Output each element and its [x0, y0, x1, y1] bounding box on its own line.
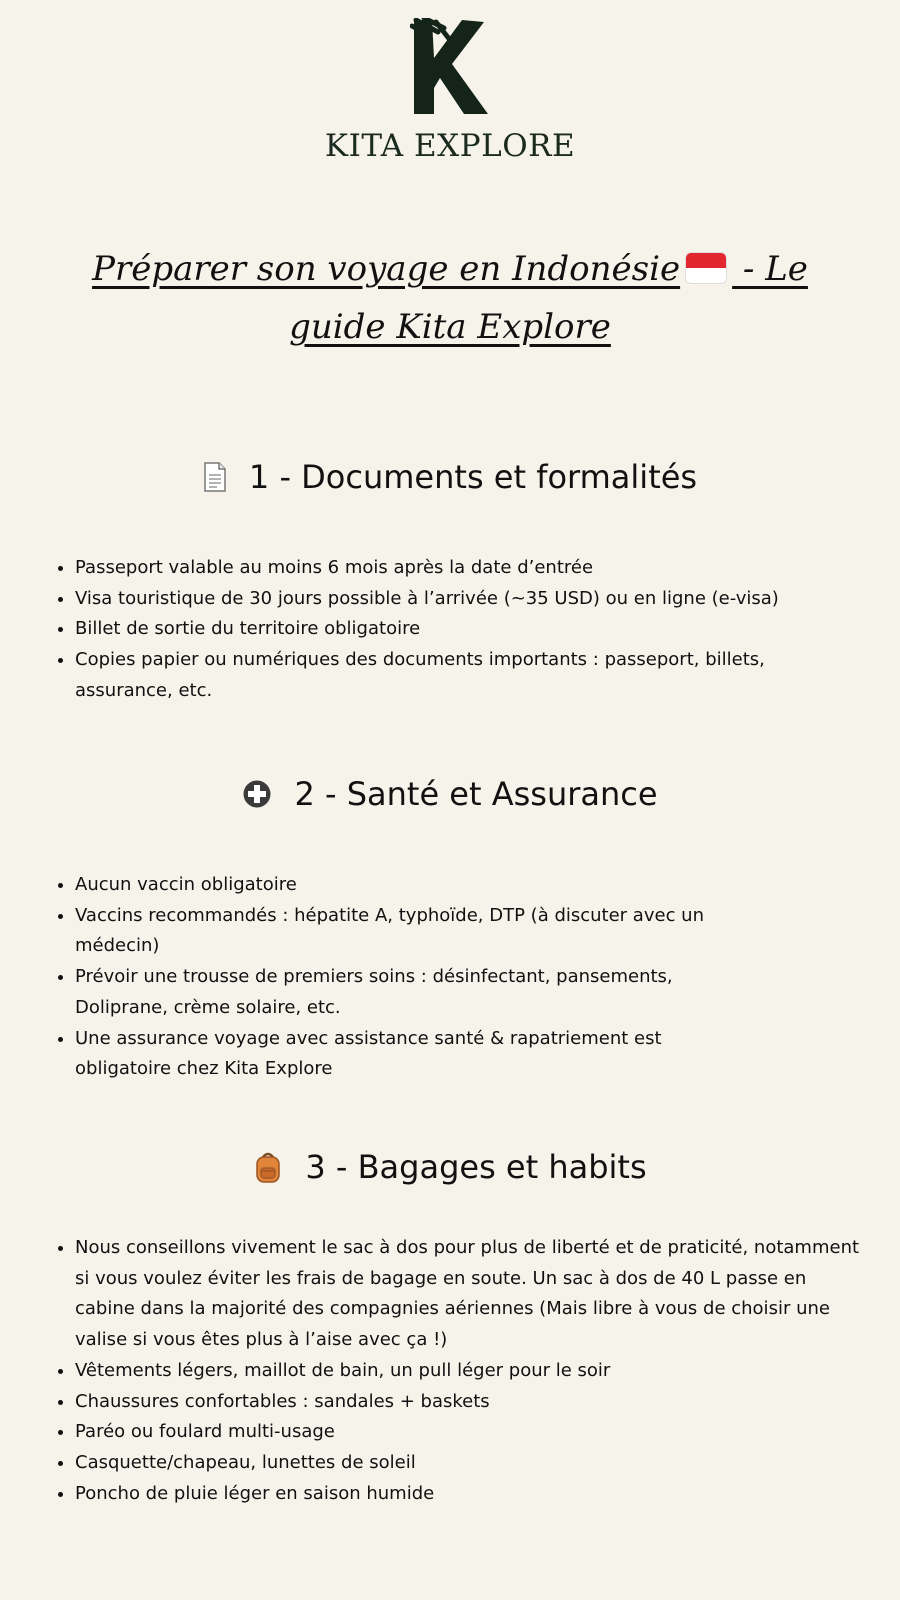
list-item: • Copies papier ou numériques des documents importants : passeport, billets, assurance, etc.: [75, 645, 835, 706]
document-icon: [203, 462, 227, 492]
section-title: 1 - Documents et formalités: [248, 458, 698, 496]
brand-logo: [0, 18, 900, 164]
backpack-icon: [253, 1151, 283, 1183]
luggage-list: [52, 1233, 865, 1509]
section-heading-health: [0, 775, 900, 813]
list-item: • Aucun vaccin obligatoire: [75, 870, 715, 901]
documents-list: [52, 553, 835, 707]
medical-cross-icon: [242, 779, 272, 809]
health-list: [52, 870, 715, 1085]
list-item: • Casquette/chapeau, lunettes de soleil: [75, 1448, 865, 1479]
list-item: • Paréo ou foulard multi-usage: [75, 1417, 865, 1448]
section-title: 3 - Bagages et habits: [305, 1148, 647, 1186]
kita-k-logo-icon: [410, 18, 490, 116]
list-item: • Passeport valable au moins 6 mois après la date d’entrée: [75, 553, 835, 584]
list-item: • Une assurance voyage avec assistance santé & rapatriement est obligatoire chez Kita Explore: [75, 1024, 715, 1085]
list-item: • Poncho de pluie léger en saison humide: [75, 1479, 865, 1510]
list-item: • Vêtements légers, maillot de bain, un pull léger pour le soir: [75, 1356, 865, 1387]
section-heading-documents: [0, 458, 900, 496]
list-item: • Visa touristique de 30 jours possible à l’arrivée (~35 USD) ou en ligne (e-visa): [75, 584, 835, 615]
list-item: • Billet de sortie du territoire obligatoire: [75, 614, 835, 645]
section-heading-luggage: [0, 1148, 900, 1186]
title-text: Préparer son voyage en Indonésie: [92, 249, 681, 289]
list-item: • Nous conseillons vivement le sac à dos pour plus de liberté et de praticité, notamment si vous voulez éviter les frais de bagage en soute. Un sac à dos de 40 L passe en cabine dans la majorité des compagnies aériennes (Mais libre à vous de choisir une valise si vous êtes plus à l’aise avec ça !): [75, 1233, 865, 1356]
list-item: • Vaccins recommandés : hépatite A, typhoïde, DTP (à discuter avec un médecin): [75, 901, 715, 962]
indonesia-flag-icon: [686, 253, 726, 283]
list-item: • Chaussures confortables : sandales + baskets: [75, 1387, 865, 1418]
page-title: [40, 240, 860, 356]
section-title: 2 - Santé et Assurance: [294, 775, 658, 813]
title-subtitle: - Le guide Kita Explore: [289, 249, 808, 347]
list-item: • Prévoir une trousse de premiers soins : désinfectant, pansements, Doliprane, crème solaire, etc.: [75, 962, 715, 1023]
brand-name: KITA EXPLORE: [324, 128, 576, 164]
